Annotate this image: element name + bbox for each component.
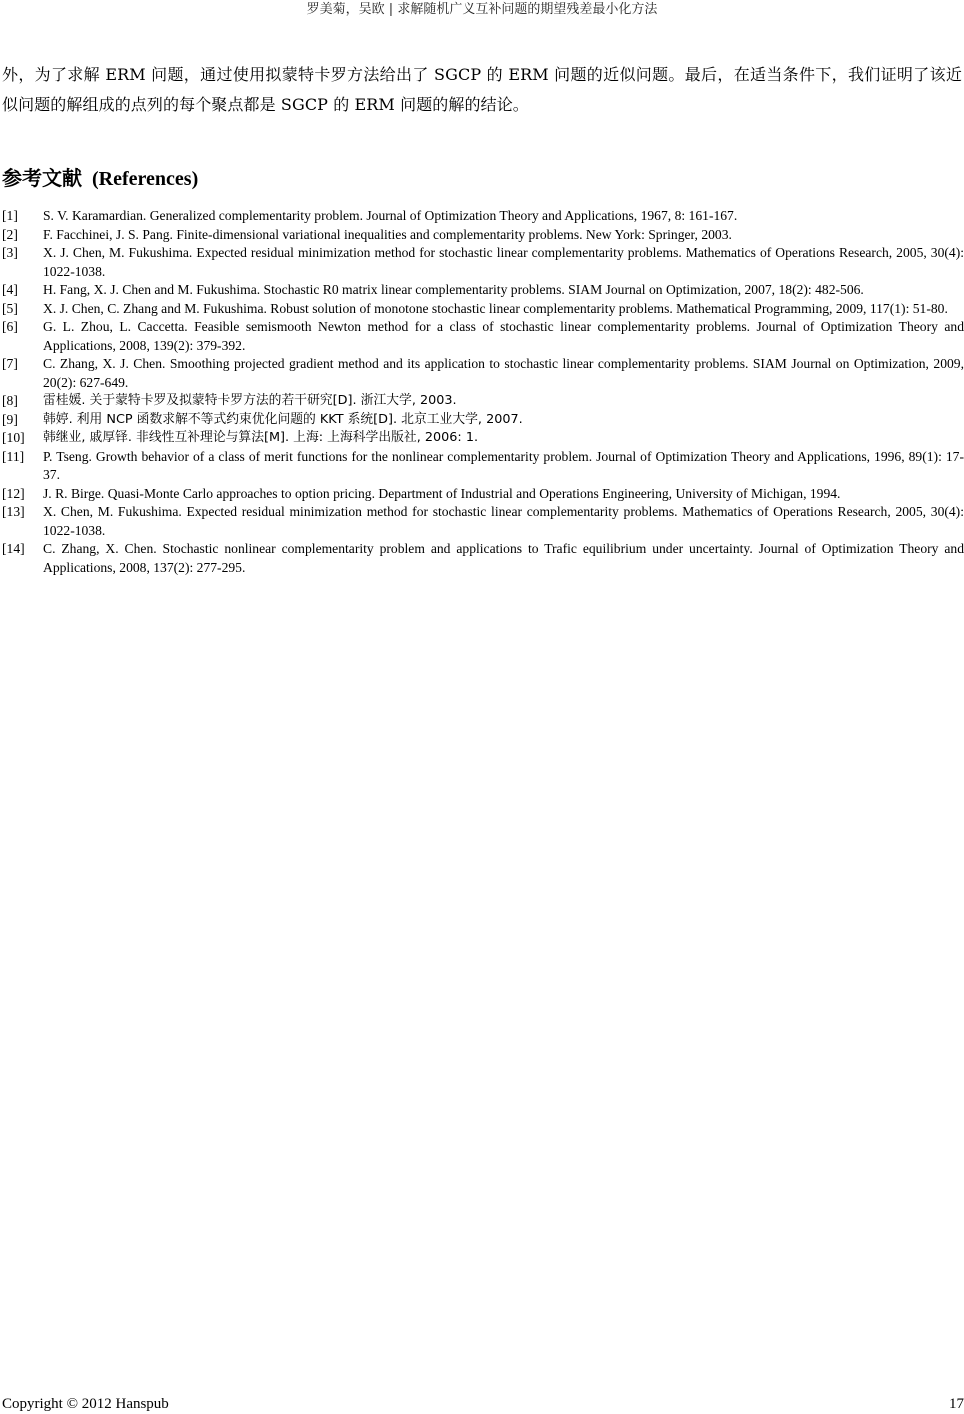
reference-item bbox=[2, 244, 964, 281]
reference-text: 韩婷. 利用 NCP 函数求解不等式约束优化问题的 KKT 系统[D]. 北京工业大学, 2007. bbox=[43, 411, 523, 427]
reference-item bbox=[2, 503, 964, 540]
references-heading-cn: 参考文献 bbox=[2, 166, 82, 190]
reference-number: [13] bbox=[2, 504, 25, 519]
references-heading bbox=[2, 160, 198, 197]
reference-item bbox=[2, 318, 964, 355]
reference-number: [9] bbox=[2, 411, 18, 427]
reference-item bbox=[2, 485, 964, 504]
reference-item bbox=[2, 281, 964, 300]
reference-number: [8] bbox=[2, 393, 18, 408]
reference-item bbox=[2, 392, 964, 411]
reference-text: H. Fang, X. J. Chen and M. Fukushima. Stochastic R0 matrix linear complementarity problems. SIAM Journal on Optimization, 2007, 18(2): 482-506. bbox=[43, 282, 864, 297]
reference-text: 韩继业, 戚厚铎. 非线性互补理论与算法[M]. 上海: 上海科学出版社, 2006: 1. bbox=[43, 430, 479, 445]
reference-number: [12] bbox=[2, 485, 25, 501]
reference-number: [14] bbox=[2, 541, 25, 556]
body-paragraph: 外，为了求解 ERM 问题，通过使用拟蒙特卡罗方法给出了 SGCP 的 ERM 问题的近似问题。最后，在适当条件下，我们证明了该近似问题的解组成的点列的每个聚点都是 SGCP 的 ERM 问题的解的结论。 bbox=[2, 65, 962, 114]
reference-number: [2] bbox=[2, 226, 18, 242]
reference-text: G. L. Zhou, L. Caccetta. Feasible semismooth Newton method for a class of stochastic linear complementarity problems. Journal of Optimization Theory and Applications, 2008, 139(2): 379-392. bbox=[43, 319, 964, 353]
reference-number: [1] bbox=[2, 208, 18, 223]
reference-text: C. Zhang, X. J. Chen. Smoothing projected gradient method and its application to stochastic linear complementarity problems. SIAM Journal on Optimization, 2009, 20(2): 627-649. bbox=[43, 356, 964, 390]
reference-item bbox=[2, 300, 964, 319]
running-header: 罗美菊，吴欧 | 求解随机广义互补问题的期望残差最小化方法 bbox=[306, 2, 658, 17]
reference-list bbox=[2, 207, 964, 577]
reference-number: [10] bbox=[2, 430, 25, 445]
references-heading-en: (References) bbox=[92, 168, 199, 190]
reference-text: X. J. Chen, C. Zhang and M. Fukushima. Robust solution of monotone stochastic linear complementarity problems. Mathematical Programming, 2009, 117(1): 51-80. bbox=[43, 300, 948, 316]
reference-item bbox=[2, 429, 964, 448]
reference-item bbox=[2, 355, 964, 392]
reference-text: 雷桂媛. 关于蒙特卡罗及拟蒙特卡罗方法的若干研究[D]. 浙江大学, 2003. bbox=[43, 393, 457, 408]
reference-number: [4] bbox=[2, 282, 18, 297]
reference-item bbox=[2, 207, 964, 226]
reference-number: [6] bbox=[2, 319, 18, 334]
reference-number: [3] bbox=[2, 245, 18, 260]
reference-item bbox=[2, 448, 964, 485]
reference-text: F. Facchinei, J. S. Pang. Finite-dimensional variational inequalities and complementarity problems. New York: Springer, 2003. bbox=[43, 226, 732, 242]
reference-text: C. Zhang, X. Chen. Stochastic nonlinear complementarity problem and applications to Trafic equilibrium under uncertainty. Journal of Optimization Theory and Applications, 2008, 137(2): 277-295. bbox=[43, 541, 964, 575]
reference-number: [5] bbox=[2, 300, 18, 316]
reference-number: [11] bbox=[2, 448, 25, 464]
reference-text: X. J. Chen, M. Fukushima. Expected residual minimization method for stochastic linear complementarity problems. Mathematics of Operations Research, 2005, 30(4): 1022-1038. bbox=[43, 245, 964, 279]
reference-text: X. Chen, M. Fukushima. Expected residual minimization method for stochastic linear complementarity problems. Mathematics of Operations Research, 2005, 30(4): 1022-1038. bbox=[43, 504, 964, 538]
reference-number: [7] bbox=[2, 356, 18, 371]
page-number: 17 bbox=[949, 1396, 964, 1412]
reference-item bbox=[2, 540, 964, 577]
reference-text: S. V. Karamardian. Generalized complementarity problem. Journal of Optimization Theory and Applications, 1967, 8: 161-167. bbox=[43, 208, 738, 223]
reference-item bbox=[2, 411, 964, 430]
reference-item bbox=[2, 226, 964, 245]
reference-text: J. R. Birge. Quasi-Monte Carlo approaches to option pricing. Department of Industrial and Operations Engineering, University of Michigan, 1994. bbox=[43, 485, 841, 501]
reference-text: P. Tseng. Growth behavior of a class of merit functions for the nonlinear complementarity problem. Journal of Optimization Theory and Applications, 1996, 89(1): 17-37. bbox=[43, 448, 964, 482]
copyright-notice: Copyright © 2012 Hanspub bbox=[2, 1396, 169, 1412]
